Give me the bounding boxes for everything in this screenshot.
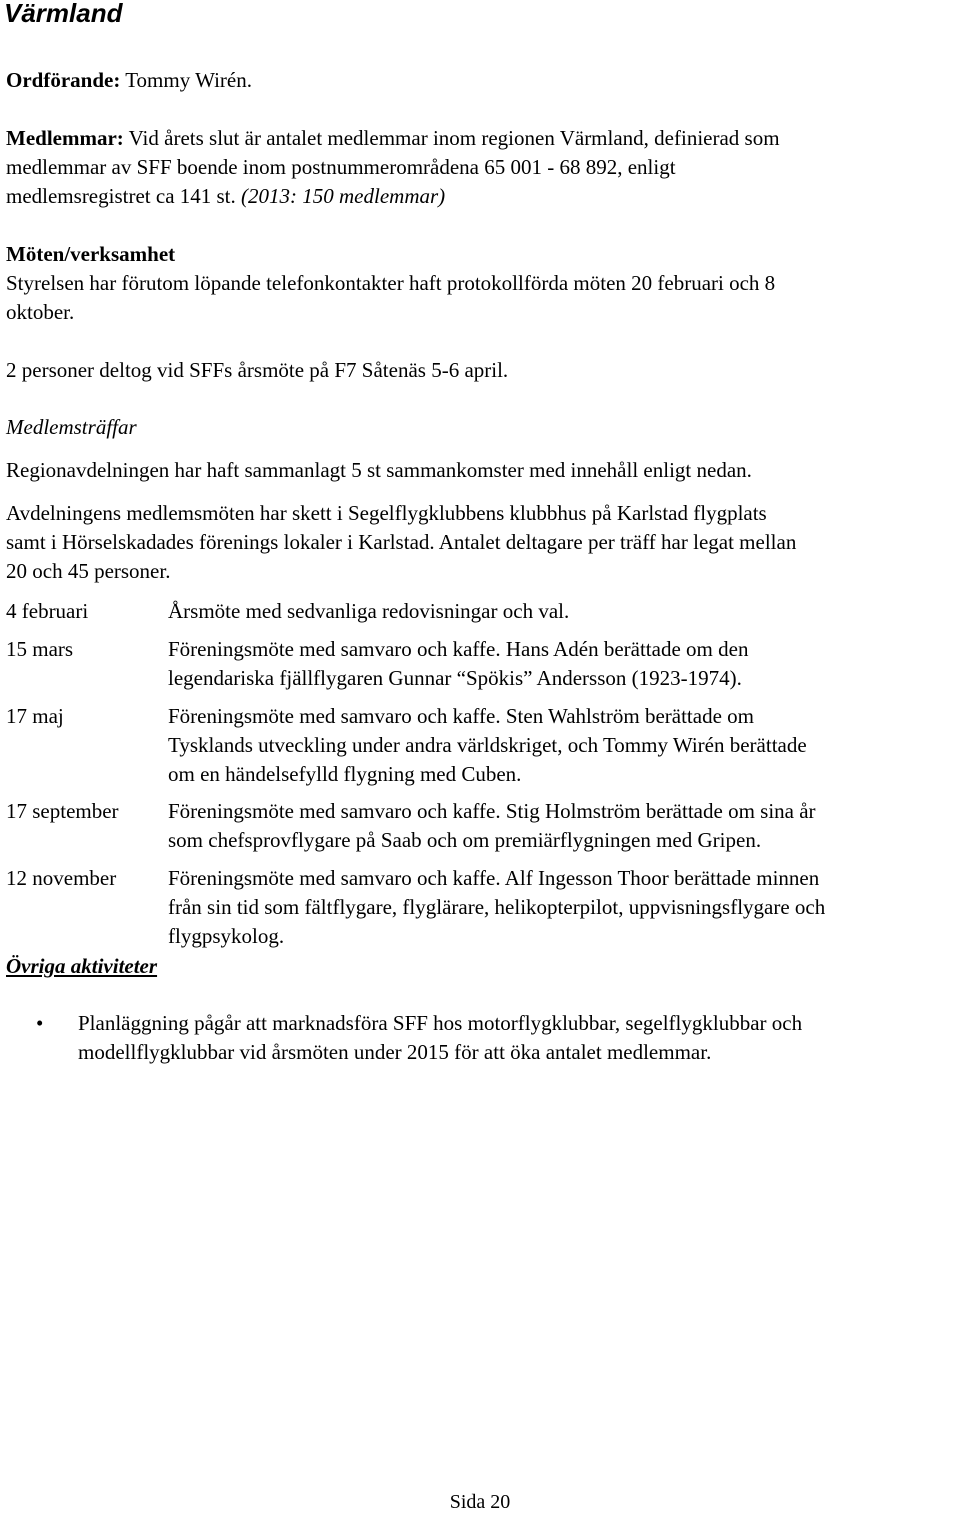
- members-text-line3: medlemsregistret ca 141 st.: [6, 184, 242, 208]
- annual-meeting-paragraph: 2 personer deltog vid SFFs årsmöte på F7 Såtenäs 5-6 april.: [6, 358, 509, 382]
- page-title: Värmland: [4, 0, 123, 28]
- event-description: [168, 864, 958, 951]
- event-desc-line: Årsmöte med sedvanliga redovisningar och val.: [168, 599, 570, 623]
- location-line1: Avdelningens medlemsmöten har skett i Segelflygklubbens klubbhus på Karlstad flygplats: [6, 501, 767, 525]
- event-desc-line: Föreningsmöte med samvaro och kaffe. Sten Wahlström berättade om: [168, 704, 754, 728]
- meetings-text-line1: Styrelsen har förutom löpande telefonkontakter haft protokollförda möten 20 februari och 8: [6, 271, 776, 295]
- event-desc-line: Tysklands utveckling under andra världskriget, och Tommy Wirén berättade: [168, 733, 807, 757]
- event-date: 12 november: [6, 866, 117, 890]
- event-date: 17 september: [6, 799, 119, 823]
- gatherings-intro: Regionavdelningen har haft sammanlagt 5 st sammankomster med innehåll enligt nedan.: [6, 458, 752, 482]
- event-desc-line: Föreningsmöte med samvaro och kaffe. Hans Adén berättade om den: [168, 637, 749, 661]
- meetings-text-line2: oktober.: [6, 300, 75, 324]
- event-desc-line: från sin tid som fältflygare, flyglärare, helikopterpilot, uppvisningsflygare och: [168, 895, 826, 919]
- chair-paragraph: [6, 66, 956, 95]
- event-desc-line: om en händelsefylld flygning med Cuben.: [168, 762, 522, 786]
- page-number: Sida 20: [449, 1491, 511, 1513]
- event-date: 15 mars: [6, 637, 74, 661]
- event-description: [168, 597, 958, 626]
- gatherings-heading: Medlemsträffar: [6, 415, 137, 439]
- bullet-icon: •: [36, 1011, 44, 1035]
- meetings-heading: Möten/verksamhet: [6, 242, 176, 266]
- members-note: (2013: 150 medlemmar): [241, 184, 446, 208]
- event-desc-line: legendariska fjällflygaren Gunnar “Spökis” Andersson (1923-1974).: [168, 666, 742, 690]
- event-desc-line: Föreningsmöte med samvaro och kaffe. Stig Holmström berättade om sina år: [168, 799, 816, 823]
- members-label: Medlemmar:: [6, 126, 124, 150]
- meetings-paragraph: [6, 269, 956, 327]
- members-paragraph: [6, 124, 956, 211]
- event-desc-line: som chefsprovflygare på Saab och om premiärflygningen med Gripen.: [168, 828, 762, 852]
- event-date: 4 februari: [6, 599, 89, 623]
- members-text-line1: Vid årets slut är antalet medlemmar inom regionen Värmland, definierad som: [123, 126, 780, 150]
- chair-value: Tommy Wirén.: [120, 68, 252, 92]
- event-description: [168, 702, 958, 789]
- members-text-line2: medlemmar av SFF boende inom postnummerområdena 65 001 - 68 892, enligt: [6, 155, 676, 179]
- event-description: [168, 635, 958, 693]
- item-line1: Planläggning pågår att marknadsföra SFF hos motorflygklubbar, segelflygklubbar och: [78, 1011, 803, 1035]
- location-line2: samt i Hörselskadades förenings lokaler i Karlstad. Antalet deltagare per träff har legat mellan: [6, 530, 797, 554]
- event-desc-line: Föreningsmöte med samvaro och kaffe. Alf Ingesson Thoor berättade minnen: [168, 866, 820, 890]
- list-item-text: [78, 1009, 958, 1067]
- item-line2: modellflygklubbar vid årsmöten under 2015 för att öka antalet medlemmar.: [78, 1040, 712, 1064]
- chair-label: Ordförande:: [6, 68, 121, 92]
- event-desc-line: flygpsykolog.: [168, 924, 285, 948]
- event-date: 17 maj: [6, 704, 64, 728]
- location-line3: 20 och 45 personer.: [6, 559, 171, 583]
- event-description: [168, 797, 958, 855]
- gatherings-location-paragraph: [6, 499, 956, 586]
- other-activities-heading: Övriga aktiviteter: [6, 954, 158, 978]
